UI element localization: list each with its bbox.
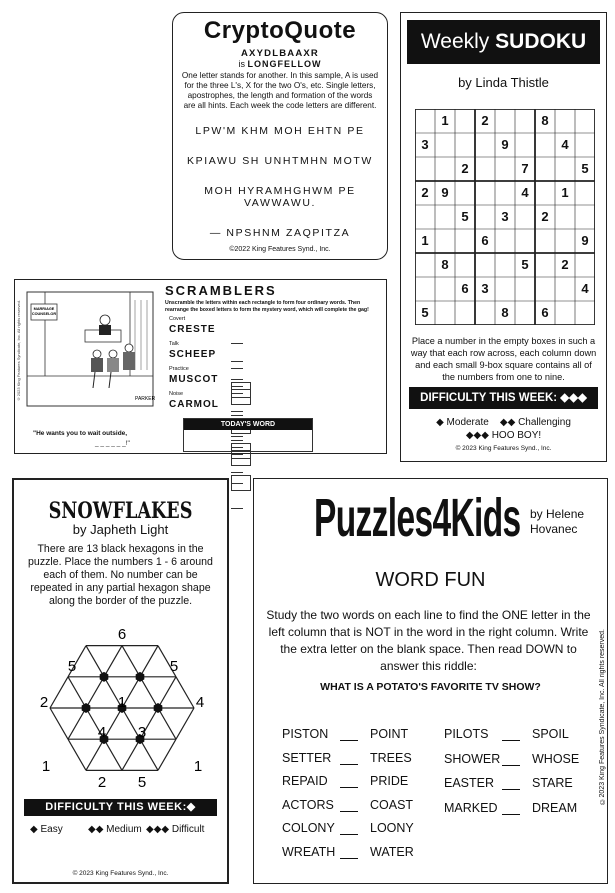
sudoku-cell [455,109,475,133]
left-word: PILOTS [444,727,489,741]
sudoku-cell [435,301,455,325]
sudoku-cell: 2 [421,185,429,200]
sudoku-cell [515,277,535,301]
sudoku-cell: 9 [581,233,589,248]
sudoku-cell: 3 [421,137,429,152]
left-word: EASTER [444,776,495,790]
sudoku-cell: 8 [441,257,449,272]
snowflakes-instructions: There are 13 black hexagons in the puzzle. Place the numbers 1 - 6 around each of them. No number can be repeated in any partial hexagon shape along the border of the puzzle. [28,543,213,607]
scramble-letters: SCHEEP [169,349,217,360]
cryptoquote-line: LPW'M KHM MOH EHTN PE [195,125,365,137]
sudoku-level-challenging: ◆◆ Challenging [499,417,571,428]
grid-edge [50,677,68,708]
sudoku-cell [475,181,495,205]
answer-blank[interactable] [502,814,520,815]
grid-edge [176,708,194,739]
sudoku-cell [455,229,475,253]
sudoku-cell [455,253,475,277]
puzzles4kids-subtitle: WORD FUN [375,569,486,591]
sudoku-cell: 8 [501,305,509,320]
scramble-letters: CARMOL [169,399,219,410]
todays-word-box [183,418,313,452]
cartoon-caption: "He wants you to wait outside, [33,430,128,437]
sudoku-cell [435,157,455,181]
puzzles4kids-title: Puzzles4Kids [314,488,521,548]
snowflake-given-number: 6 [117,626,127,643]
puzzles4kids-byline: by Helene Hovanec [530,507,585,536]
sudoku-cell: 7 [521,161,529,176]
snowflake-given-number: 1 [41,758,51,775]
sudoku-cell [455,181,475,205]
grid-edge [158,677,176,708]
puzzles4kids-panel [253,478,608,884]
snowflakes-panel [12,478,229,884]
sudoku-cell [415,109,435,133]
grid-edge [122,646,140,677]
sudoku-title: SUDOKU [495,30,587,53]
grid-edge [86,677,104,708]
puzzles4kids-side-note: ©2023 King Features Syndicate, Inc. All rights reserved. [599,629,606,805]
answer-blank[interactable] [340,764,358,765]
grid-edge [86,739,104,770]
right-word: DREAM [532,800,578,815]
right-word: PRIDE [370,774,409,788]
cryptoquote-line: KPIAWU SH UNHTMHN MOTW [187,155,373,167]
sudoku-cell [535,253,555,277]
snowflake-given-number: 5 [169,658,179,675]
snowflake-given-number: 1 [193,758,203,775]
sudoku-cell [535,133,555,157]
sudoku-cell: 2 [481,113,489,128]
sudoku-cell [475,301,495,325]
snowflakes-title: SNOWFLAKES [48,498,193,524]
snowflake-given-number: 3 [137,724,147,741]
grid-edge [122,739,140,770]
sudoku-cell: 6 [541,305,549,320]
sudoku-cell: 3 [501,209,509,224]
sudoku-level-hoo: ◆◆◆ HOO BOY! [465,430,542,441]
sudoku-cell: 6 [481,233,489,248]
sudoku-cell [575,133,595,157]
scramblers-title: SCRAMBLERS [165,283,277,298]
snowflakes-author: by Japheth Light [72,522,169,537]
snowflakes-level-easy: ◆ Easy [30,824,63,835]
sudoku-cell [495,109,515,133]
sudoku-cell [575,181,595,205]
right-word: WATER [370,844,414,859]
sudoku-cell: 5 [581,161,589,176]
sudoku-author: by Linda Thistle [458,75,549,90]
right-word: LOONY [370,821,414,835]
snowflake-given-number: 2 [39,694,49,711]
sudoku-cell [415,205,435,229]
scramble-word [169,366,219,385]
sudoku-cell [555,157,575,181]
cryptoquote-copyright: ©2022 King Features Synd., Inc. [229,246,331,253]
grid-edge [140,646,158,677]
sudoku-cell [535,157,555,181]
cryptoquote-sample-code: AXYDLBAAXR [241,48,319,59]
cartoon-illustration [25,290,155,408]
answer-blank[interactable] [340,811,358,812]
cartoon-sign: MARRIAGE [33,307,55,311]
black-hexagon [154,703,163,713]
sudoku-panel [400,12,607,462]
sudoku-cell: 9 [441,185,449,200]
snowflakes-level-medium: ◆◆ Medium [88,824,142,835]
sudoku-cell: 6 [461,281,469,296]
grid-edge [140,739,158,770]
sudoku-cell [435,229,455,253]
cryptoquote-line: MOH HYRAMHGHWM PE VAWWAWU. [204,185,356,209]
grid-edge [86,646,104,677]
black-hexagon [136,672,145,682]
sudoku-banner [407,20,600,64]
sudoku-cell [535,277,555,301]
scramble-hint: Covert [169,316,186,322]
sudoku-cell [415,277,435,301]
scramble-word [169,391,219,410]
answer-blank[interactable] [340,834,358,835]
sudoku-cell [495,229,515,253]
scramble-hint: Noise [169,391,184,397]
sudoku-cell [435,205,455,229]
sudoku-cell: 9 [501,137,509,152]
sudoku-cell: 8 [541,113,549,128]
cryptoquote-description: One letter stands for another. In this sample, A is used for the three L's, X for the two O's, etc. Single letters, apostrophes, the length and formation of the words are all hints. Each week the code letters are different. [181,71,379,110]
svg-text:COUNSELOR: COUNSELOR [31,312,57,316]
right-word: TREES [370,750,412,765]
cartoon-artist: PARKER [135,396,155,402]
sudoku-cell [535,181,555,205]
sudoku-cell [435,133,455,157]
cryptoquote-author: — NPSHNM ZAQPITZA [209,227,351,239]
sudoku-cell [475,133,495,157]
scramble-letters: CRESTE [169,324,216,335]
sudoku-level-moderate: ◆ Moderate [436,417,489,428]
black-hexagon [82,703,91,713]
sudoku-cell [575,253,595,277]
sudoku-cell [555,205,575,229]
sudoku-cell [495,157,515,181]
sudoku-cell [495,277,515,301]
snowflake-given-number: 5 [137,774,147,791]
sudoku-cell: 5 [461,209,469,224]
sudoku-cell [575,205,595,229]
grid-edge [158,739,176,770]
answer-blank[interactable] [340,787,358,788]
grid-edge [104,646,122,677]
left-word: WREATH [282,844,336,859]
scramble-hint: Talk [169,341,179,347]
scramblers-instructions: Unscramble the letters within each rectangle to form four ordinary words. Then rearrange the boxed letters to form the mystery word, which will complete the gag! [165,300,369,313]
answer-blank[interactable] [502,789,520,790]
left-word: SETTER [282,750,332,765]
sudoku-cell [475,157,495,181]
sudoku-cell [575,109,595,133]
scramble-word [169,316,216,335]
sudoku-cell [455,301,475,325]
scramble-letters: MUSCOT [169,374,219,385]
snowflakes-copyright: © 2023 King Features Synd., Inc. [72,870,169,877]
sudoku-copyright: © 2023 King Features Synd., Inc. [455,445,552,452]
answer-blank[interactable] [340,740,358,741]
left-word: REPAID [282,774,328,788]
grid-edge [158,708,176,739]
sudoku-difficulty: DIFFICULTY THIS WEEK: ◆◆◆ [409,387,598,409]
sudoku-cell [515,301,535,325]
sudoku-cell: 1 [441,113,449,128]
sudoku-cell [495,181,515,205]
sudoku-cell: 2 [461,161,469,176]
snowflakes-puzzle [24,620,220,795]
grid-edge [140,677,158,708]
grid-edge [68,677,86,708]
sudoku-cell [515,109,535,133]
scramblers-side-note: ©2023 King Features Syndicate, Inc. All rights reserved. [16,300,21,402]
right-word: WHOSE [532,751,580,766]
left-word: ACTORS [282,797,334,812]
sudoku-cell: 2 [541,209,549,224]
grid-edge [68,739,86,770]
sudoku-cell: 5 [521,257,529,272]
sudoku-cell [475,253,495,277]
sudoku-cell: 4 [521,185,529,200]
grid-edge [104,708,122,739]
sudoku-cell [455,133,475,157]
left-word: PISTON [282,727,329,741]
grid-edge [104,739,122,770]
sudoku-cell [535,229,555,253]
answer-blank[interactable] [340,858,358,859]
sudoku-cell [555,277,575,301]
puzzles4kids-instructions: Study the two words on each line to find the ONE letter in the left column that is NOT in the word in the right column. Write the extra letter on the blank space. Then read DOWN to answer this riddle: [266,608,591,673]
sudoku-cell: 1 [421,233,429,248]
sudoku-grid [415,109,595,325]
snowflake-given-number: 1 [117,694,127,711]
grid-edge [50,708,68,739]
sudoku-cell: 3 [481,281,489,296]
right-word: COAST [370,797,414,812]
sudoku-cell [555,301,575,325]
black-hexagon [100,672,109,682]
snowflake-given-number: 4 [195,694,205,711]
todays-word-label: TODAY'S WORD [184,419,312,430]
right-word: SPOIL [532,727,569,741]
sudoku-cell: 4 [561,137,569,152]
grid-edge [176,677,194,708]
sudoku-cell [435,277,455,301]
sudoku-cell [515,229,535,253]
sudoku-cell: 4 [581,281,589,296]
sudoku-cell [415,253,435,277]
scramblers-panel [14,279,387,454]
left-word: SHOWER [444,751,501,766]
scramble-word [169,341,217,360]
left-word: COLONY [282,821,335,835]
sudoku-cell [515,205,535,229]
snowflake-given-number: 4 [97,724,107,741]
sudoku-cell: 2 [561,257,569,272]
snowflake-given-number: 5 [67,658,77,675]
left-word: MARKED [444,800,498,815]
grid-edge [68,708,86,739]
sudoku-cell [475,205,495,229]
puzzles4kids-riddle: WHAT IS A POTATO'S FAVORITE TV SHOW? [320,681,541,693]
snowflakes-level-difficult: ◆◆◆ Difficult [146,824,205,835]
sudoku-instructions: Place a number in the empty boxes in such a way that each row across, each column down and each small 9-box square contains all of the numbers from one to nine. [410,336,597,382]
sudoku-cell [575,301,595,325]
sudoku-cell [495,253,515,277]
answer-blank[interactable] [502,740,520,741]
right-word: POINT [370,727,409,741]
answer-blank[interactable] [502,765,520,766]
right-word: STARE [532,776,573,790]
snowflake-given-number: 2 [97,774,107,791]
scramble-hint: Practice [169,366,189,372]
sudoku-title-prefix: Weekly [420,30,490,53]
sudoku-cell [555,229,575,253]
cryptoquote-title: CryptoQuote [203,17,357,44]
cryptoquote-sample-answer: LONGFELLOW [247,59,322,69]
sudoku-cell: 5 [421,305,429,320]
sudoku-cell [555,109,575,133]
sudoku-cell: 1 [561,185,569,200]
snowflakes-difficulty: DIFFICULTY THIS WEEK:◆ [24,799,217,816]
sudoku-cell [415,157,435,181]
sudoku-cell [515,133,535,157]
cryptoquote-panel [172,12,388,260]
cartoon-caption-blanks: _ _ _ _ _ _!" [95,440,130,447]
cryptoquote-is: is [238,59,245,69]
